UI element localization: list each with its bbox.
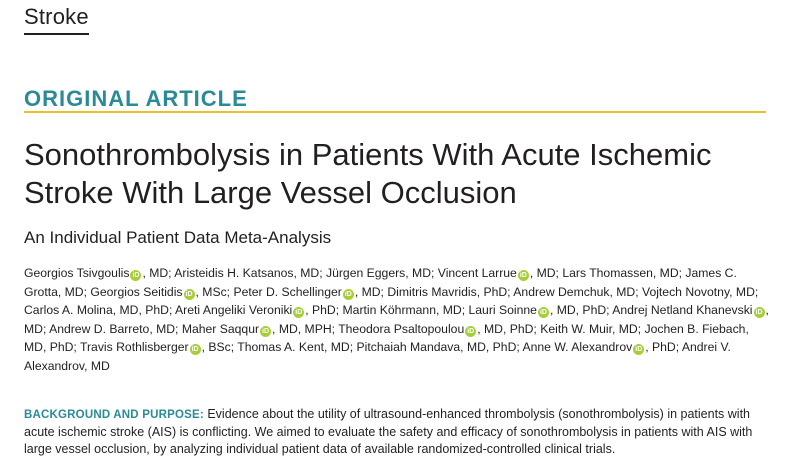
author-degree: , MD; xyxy=(24,303,769,336)
author-list xyxy=(24,264,774,375)
abstract-text: Evidence about the utility of ultrasound-enhanced thrombolysis (sonothrombolysis) in patients with acute ischemic stroke (AIS) is conflicting. We aimed to evaluate the safety and efficacy of sonothrombolysis in patients with AIS with large vessel occlusion, by analyzing individual patient data of available randomized-controlled clinical trials. xyxy=(24,407,753,456)
author-degree: , MD; xyxy=(529,266,563,280)
author-name[interactable]: James C. Grotta xyxy=(24,266,737,299)
author xyxy=(24,303,175,317)
author xyxy=(522,340,681,354)
author-degree: , MD; xyxy=(652,266,686,280)
author-degree: , MD, PhD; xyxy=(24,321,749,354)
author-degree: , MD; xyxy=(293,266,326,280)
author-name[interactable]: Pitchaiah Mandava xyxy=(356,340,461,354)
author-degree: , MD; xyxy=(57,284,91,299)
author xyxy=(237,340,356,354)
author xyxy=(513,285,642,299)
orcid-icon[interactable]: iD xyxy=(467,327,475,335)
author xyxy=(469,303,613,317)
orcid-icon[interactable]: iD xyxy=(344,290,352,298)
author-degree: , MD; xyxy=(609,284,642,299)
author xyxy=(90,285,233,299)
author-degree: , MD, PhD; xyxy=(112,303,176,317)
author-name[interactable]: Peter D. Schellinger xyxy=(233,284,342,299)
author-degree: , PhD; xyxy=(645,340,682,354)
author-degree: , MD; xyxy=(405,266,438,280)
orcid-icon[interactable]: iD xyxy=(132,272,140,279)
author-name[interactable]: Jürgen Eggers xyxy=(326,266,406,280)
author-name[interactable]: Keith W. Muir xyxy=(540,321,612,336)
author-name[interactable]: Travis Rothlisberger xyxy=(80,340,189,354)
author xyxy=(175,303,342,317)
article-title: Sonothrombolysis in Patients With Acute Ischemic Stroke With Large Vessel Occlusion xyxy=(24,137,712,210)
section-divider xyxy=(24,111,766,113)
author xyxy=(49,322,182,336)
author-degree: , MD; xyxy=(436,303,469,317)
author-degree: , MD, PhD; xyxy=(460,340,523,354)
author-name[interactable]: Maher Saqqur xyxy=(181,321,260,336)
author-degree: , PhD; xyxy=(476,284,514,299)
section-label: ORIGINAL ARTICLE xyxy=(24,86,248,111)
author xyxy=(326,266,438,280)
author xyxy=(24,266,174,280)
author-name[interactable]: Andrej Netland Khanevski xyxy=(612,303,753,317)
author xyxy=(343,303,469,317)
author-name[interactable]: Anne W. Alexandrov xyxy=(522,340,633,354)
orcid-icon[interactable]: iD xyxy=(295,309,303,316)
author-degree: , MD; xyxy=(729,284,759,299)
author-degree: , PhD; xyxy=(305,303,343,317)
author-degree: , BSc; xyxy=(201,340,238,354)
author xyxy=(642,285,758,299)
author-name[interactable]: Jochen B. Fiebach xyxy=(644,321,746,336)
author-degree: , MD; xyxy=(149,321,182,336)
author xyxy=(233,285,387,299)
journal-name[interactable]: Stroke xyxy=(24,4,89,35)
author-degree: , MD, PhD; xyxy=(549,303,613,317)
author-name[interactable]: Areti Angeliki Veroniki xyxy=(175,303,293,317)
author-degree: , MD; xyxy=(142,266,175,280)
author-name[interactable]: Lauri Soinne xyxy=(468,303,537,317)
author-degree: , MD, PhD; xyxy=(477,321,541,336)
author-degree: , MD; xyxy=(354,284,388,299)
author xyxy=(562,266,685,280)
author-degree: , MD; xyxy=(324,340,357,354)
author xyxy=(338,322,540,336)
author-name[interactable]: Lars Thomassen xyxy=(562,266,653,280)
author xyxy=(174,266,326,280)
abstract xyxy=(24,406,774,458)
author-name[interactable]: Andrew Demchuk xyxy=(513,284,610,299)
abstract-heading: BACKGROUND AND PURPOSE: xyxy=(24,409,204,421)
orcid-icon[interactable]: iD xyxy=(262,327,270,335)
orcid-icon[interactable]: iD xyxy=(191,346,199,353)
author xyxy=(540,322,644,336)
author xyxy=(357,340,523,354)
author-name[interactable]: Vincent Larrue xyxy=(437,266,517,280)
author-name[interactable]: Dimitris Mavridis xyxy=(387,284,477,299)
author-name[interactable]: Martin Köhrmann xyxy=(342,303,436,317)
orcid-icon[interactable]: iD xyxy=(539,309,547,316)
author-name[interactable]: Theodora Psaltopoulou xyxy=(338,321,465,336)
orcid-icon[interactable]: iD xyxy=(519,272,527,279)
orcid-icon[interactable]: iD xyxy=(635,346,643,353)
author-degree: , MD; xyxy=(612,321,645,336)
author-name[interactable]: Georgios Seitidis xyxy=(90,284,183,299)
author-name[interactable]: Aristeidis H. Katsanos xyxy=(174,266,294,280)
orcid-icon[interactable]: iD xyxy=(755,309,763,316)
author-name[interactable]: Thomas A. Kent xyxy=(237,340,324,354)
author-degree: , MD, MPH; xyxy=(272,321,339,336)
author-name[interactable]: Carlos A. Molina xyxy=(24,303,113,317)
author xyxy=(438,266,563,280)
author-name[interactable]: Andrei V. Alexandrov xyxy=(24,340,731,373)
author-name[interactable]: Andrew D. Barreto xyxy=(49,321,150,336)
author-name[interactable]: Vojtech Novotny xyxy=(641,284,730,299)
author xyxy=(182,322,338,336)
author xyxy=(387,285,513,299)
author-degree: , MSc; xyxy=(195,284,234,299)
author-degree: , MD xyxy=(84,358,110,373)
article-subtitle: An Individual Patient Data Meta-Analysis xyxy=(24,228,332,247)
author-name[interactable]: Georgios Tsivgoulis xyxy=(24,266,130,280)
author xyxy=(80,340,237,354)
orcid-icon[interactable]: iD xyxy=(185,290,193,298)
